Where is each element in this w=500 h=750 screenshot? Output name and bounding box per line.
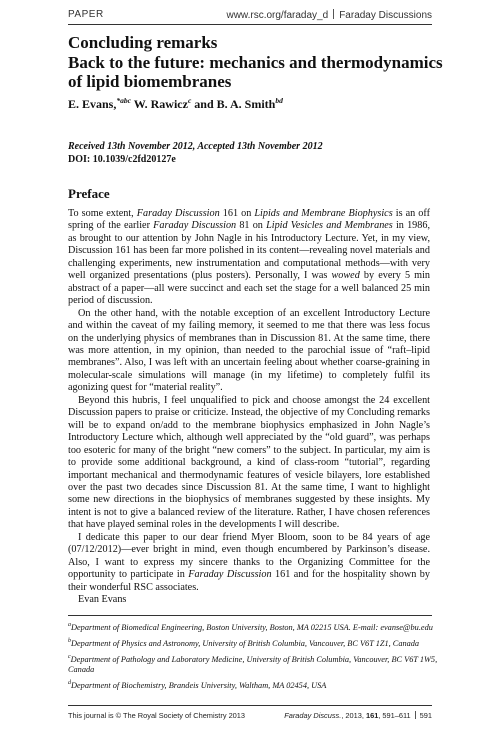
affiliation xyxy=(68,636,440,649)
citation-year: , 2013, xyxy=(341,711,366,720)
footnote-rule xyxy=(68,615,432,616)
affiliation-text: Department of Biomedical Engineering, Boston University, Boston, MA 02215 USA. E-mail: evanse@bu.edu xyxy=(71,622,433,632)
paragraph xyxy=(68,532,430,594)
text-run: To some extent, xyxy=(68,208,137,219)
affiliations xyxy=(68,620,440,694)
author-list xyxy=(68,96,283,112)
citation-journal: Faraday Discuss. xyxy=(284,711,342,720)
author-marks: *abc xyxy=(116,96,131,105)
journal-name: Faraday Discussions xyxy=(339,10,432,21)
signature: Evan Evans xyxy=(78,594,127,606)
italic-run: Lipid Vesicles and Membranes xyxy=(266,220,393,232)
doi: DOI: 10.1039/c2fd20127e xyxy=(68,154,176,165)
copyright-notice: This journal is © The Royal Society of Chemistry 2013 xyxy=(68,711,246,720)
header-separator xyxy=(333,9,334,19)
section-heading: Preface xyxy=(68,186,110,201)
article-body xyxy=(68,208,430,607)
article-type-label: PAPER xyxy=(68,9,104,20)
received-dates: Received 13th November 2012, Accepted 13th November 2012 xyxy=(68,141,323,152)
author-name: W. Rawicz xyxy=(130,97,188,111)
affiliation-mark: a xyxy=(68,622,71,628)
journal-url: www.rsc.org/faraday_d xyxy=(226,10,329,21)
page-number: 591 xyxy=(419,711,432,720)
text-run: in 1986, as brought to our attention by John Nagle in his Introductory Lecture. Yet, in my view, Discussion 161 has been far more polished in its content—revealing novel materials and challenging experiments, new instrumentation and computational methods—with very well organized presentations (plus posters). Personally, I was xyxy=(68,220,430,282)
citation-pages: , 591–611 xyxy=(378,711,411,720)
title-line-1: Concluding remarks xyxy=(68,33,218,52)
text-run: 161 and for the hospitality shown by their wonderful RSC associates. xyxy=(68,569,430,593)
article-title xyxy=(68,33,448,92)
footer-rule xyxy=(68,705,432,706)
italic-run: Faraday Discussion xyxy=(136,208,220,219)
text-run: 81 on xyxy=(236,220,267,232)
text-run: I dedicate this paper to our dear friend Myer Bloom, soon to be 84 years of age (07/12/2012)—ever bright in mind, even though encumbered by Parkinson’s disease. Also, I want to express my sincere thanks to the Organizing Committee for the opportunity to participate in xyxy=(68,531,430,581)
italic-run: Faraday Discussion xyxy=(153,220,237,232)
citation xyxy=(284,711,432,720)
italic-run: Lipids and Membrane Biophysics xyxy=(254,208,393,219)
running-header xyxy=(68,7,432,23)
affiliation-mark: d xyxy=(68,679,71,686)
text-run: by every 5 min abstract of a paper—all were succinct and each set the stage for a well balanced 25 min period of discussion. xyxy=(68,270,430,307)
text-run: 161 on xyxy=(219,208,255,219)
header-right xyxy=(226,9,432,21)
affiliation xyxy=(68,652,440,675)
paragraph: On the other hand, with the notable exception of an excellent Introductory Lecture and within the caveat of my failing memory, it seemed to me that there was less focus on the underlying physics of membranes than in Discussion 81. At the same time, there was more attention, in my opinion, than needed to the parochial issue of “raft–lipid membranes”. Also, I was left with an uncertain feeling about whether coarse-graining in molecular-scale simulations will manage (in my lifetime) to completely fulfil its agonizing quest for “material reality”. xyxy=(68,307,430,394)
author-marks: bd xyxy=(275,96,283,105)
title-line-2: Back to the future: mechanics and thermodynamics of lipid biomembranes xyxy=(68,52,443,91)
paragraph: Beyond this hubris, I feel unqualified to pick and choose amongst the 24 excellent Discussion papers to praise or criticize. Instead, the objective of my Concluding remarks will be to expand on/add to the membrane biophysics emphasized in John Nagle’s Introductory Lecture which, although well appreciated by the “old guard”, was perhaps too esoteric for many of the bright “new comers” to the subject. In particular, my aim is to provide some additional background, a kind of class-room “tutorial”, regarding important mechanical and thermodynamic features of vesicle bilayers, lore established over the past two decades since Discussion 81. At the same time, I want to highlight some new directions in the biophysics of membranes suggested by these insights. My intent is not to give a balanced review of the literature. Rather, I have chosen references that have played seminal roles in the developments I will describe. xyxy=(68,394,430,531)
author-name: E. Evans, xyxy=(68,97,117,111)
author-marks: c xyxy=(187,96,192,105)
footer-separator xyxy=(415,711,416,719)
paragraph xyxy=(68,208,430,308)
affiliation xyxy=(68,678,440,691)
affiliation-text: Department of Physics and Astronomy, University of British Columbia, Vancouver, BC V6T 1Z1, Canada xyxy=(71,638,420,648)
affiliation xyxy=(68,620,440,633)
italic-run: Faraday Discussion xyxy=(188,569,272,581)
citation-volume: 161 xyxy=(365,711,379,720)
affiliation-text: Department of Pathology and Laboratory Medicine, University of British Columbia, Vancouver, BC V6T 1W5, Canada xyxy=(68,654,438,674)
header-rule xyxy=(68,24,432,25)
author-name: and B. A. Smith xyxy=(191,97,276,111)
affiliation-mark: c xyxy=(68,653,71,660)
italic-run: wowed xyxy=(331,270,360,282)
text-run: is an off spring of the earlier xyxy=(68,208,430,232)
affiliation-text: Department of Biochemistry, Brandeis University, Waltham, MA 02454, USA xyxy=(71,680,327,690)
affiliation-mark: b xyxy=(68,637,71,644)
